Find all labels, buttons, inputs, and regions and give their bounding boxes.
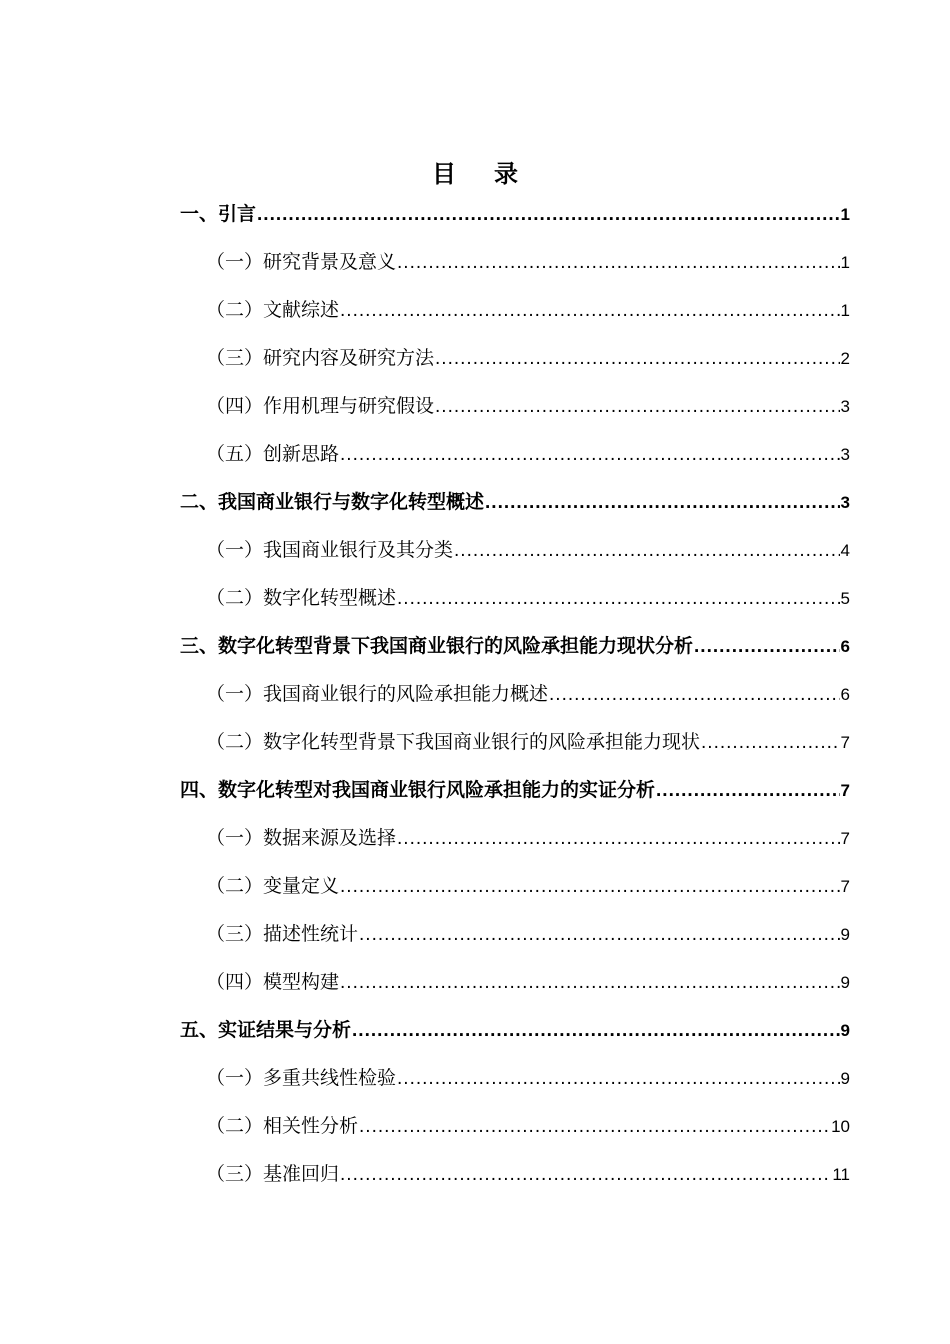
toc-page-number: 2 [840, 349, 850, 368]
toc-section-entry[interactable] [180, 1054, 850, 1102]
toc-entry-label: 一、引言 [180, 203, 257, 225]
toc-page-number: 7 [840, 781, 850, 800]
toc-page-number: 9 [840, 973, 850, 992]
toc-section-entry[interactable] [180, 382, 850, 430]
toc-section-entry[interactable] [180, 670, 850, 718]
toc-chapter-entry[interactable] [180, 190, 850, 238]
toc-entry-label: 五、实证结果与分析 [180, 1019, 352, 1041]
toc-entry-label: （三）基准回归 [206, 1163, 340, 1185]
toc-entry-label: （一）我国商业银行及其分类 [206, 539, 454, 561]
toc-entry-label: 二、我国商业银行与数字化转型概述 [180, 491, 485, 513]
toc-entry-label: （一）我国商业银行的风险承担能力概述 [206, 683, 549, 705]
toc-dot-leader [352, 1007, 840, 1055]
toc-section-entry[interactable] [180, 334, 850, 382]
toc-section-entry[interactable] [180, 238, 850, 286]
toc-page-number: 7 [840, 829, 850, 848]
toc-entry-label: （三）研究内容及研究方法 [206, 347, 435, 369]
toc-page-number: 6 [840, 637, 850, 656]
toc-section-entry[interactable] [180, 526, 850, 574]
toc-entry-label: （二）变量定义 [206, 875, 340, 897]
toc-dot-leader [397, 815, 840, 863]
toc-entry-label: （五）创新思路 [206, 443, 340, 465]
page-title: 目录 [432, 160, 556, 188]
toc-page-number: 4 [840, 541, 850, 560]
toc-entry-label: （三）描述性统计 [206, 923, 359, 945]
toc-entry-label: 四、数字化转型对我国商业银行风险承担能力的实证分析 [180, 779, 656, 801]
toc-dot-leader [340, 1151, 831, 1199]
toc-dot-leader [340, 431, 840, 479]
toc-entry-label: （一）多重共线性检验 [206, 1067, 397, 1089]
toc-page-number: 7 [840, 733, 850, 752]
toc-dot-leader [340, 863, 840, 911]
toc-entry-label: 三、数字化转型背景下我国商业银行的风险承担能力现状分析 [180, 635, 694, 657]
toc-entry-label: （四）模型构建 [206, 971, 340, 993]
toc-page-number: 11 [832, 1165, 850, 1184]
toc-section-entry[interactable] [180, 430, 850, 478]
toc-dot-leader [397, 239, 840, 287]
toc-page-number: 5 [840, 589, 850, 608]
toc-page-number: 3 [840, 445, 850, 464]
toc-section-entry[interactable] [180, 286, 850, 334]
toc-dot-leader [359, 1103, 830, 1151]
toc-dot-leader [701, 719, 840, 767]
toc-chapter-entry[interactable] [180, 1006, 850, 1054]
toc-page-number: 9 [840, 1069, 850, 1088]
toc-page-number: 9 [840, 1021, 850, 1040]
toc-page-number: 1 [840, 301, 850, 320]
toc-page-number: 9 [840, 925, 850, 944]
toc-dot-leader [694, 623, 840, 671]
toc-entry-label: （二）数字化转型背景下我国商业银行的风险承担能力现状 [206, 731, 701, 753]
toc-section-entry[interactable] [180, 718, 850, 766]
toc-page-number: 6 [840, 685, 850, 704]
toc-dot-leader [397, 575, 840, 623]
toc-dot-leader [435, 383, 840, 431]
toc-entry-label: （四）作用机理与研究假设 [206, 395, 435, 417]
table-of-contents [180, 190, 850, 1198]
toc-chapter-entry[interactable] [180, 478, 850, 526]
toc-entry-label: （二）数字化转型概述 [206, 587, 397, 609]
toc-page-number: 10 [831, 1117, 850, 1136]
toc-dot-leader [340, 287, 840, 335]
toc-chapter-entry[interactable] [180, 766, 850, 814]
toc-page-number: 7 [840, 877, 850, 896]
toc-dot-leader [549, 671, 840, 719]
toc-page-number: 3 [840, 493, 850, 512]
toc-dot-leader [485, 479, 840, 527]
toc-entry-label: （一）数据来源及选择 [206, 827, 397, 849]
toc-chapter-entry[interactable] [180, 622, 850, 670]
toc-page-number: 1 [840, 253, 850, 272]
toc-entry-label: （一）研究背景及意义 [206, 251, 397, 273]
toc-entry-label: （二）相关性分析 [206, 1115, 359, 1137]
toc-dot-leader [435, 335, 840, 383]
toc-section-entry[interactable] [180, 1102, 850, 1150]
toc-dot-leader [340, 959, 840, 1007]
toc-dot-leader [257, 191, 840, 239]
toc-dot-leader [454, 527, 840, 575]
toc-section-entry[interactable] [180, 814, 850, 862]
toc-dot-leader [359, 911, 840, 959]
toc-entry-label: （二）文献综述 [206, 299, 340, 321]
toc-section-entry[interactable] [180, 862, 850, 910]
toc-dot-leader [656, 767, 840, 815]
toc-section-entry[interactable] [180, 1150, 850, 1198]
toc-dot-leader [397, 1055, 840, 1103]
toc-section-entry[interactable] [180, 958, 850, 1006]
toc-page-number: 3 [840, 397, 850, 416]
toc-section-entry[interactable] [180, 574, 850, 622]
toc-page-number: 1 [840, 205, 850, 224]
toc-section-entry[interactable] [180, 910, 850, 958]
